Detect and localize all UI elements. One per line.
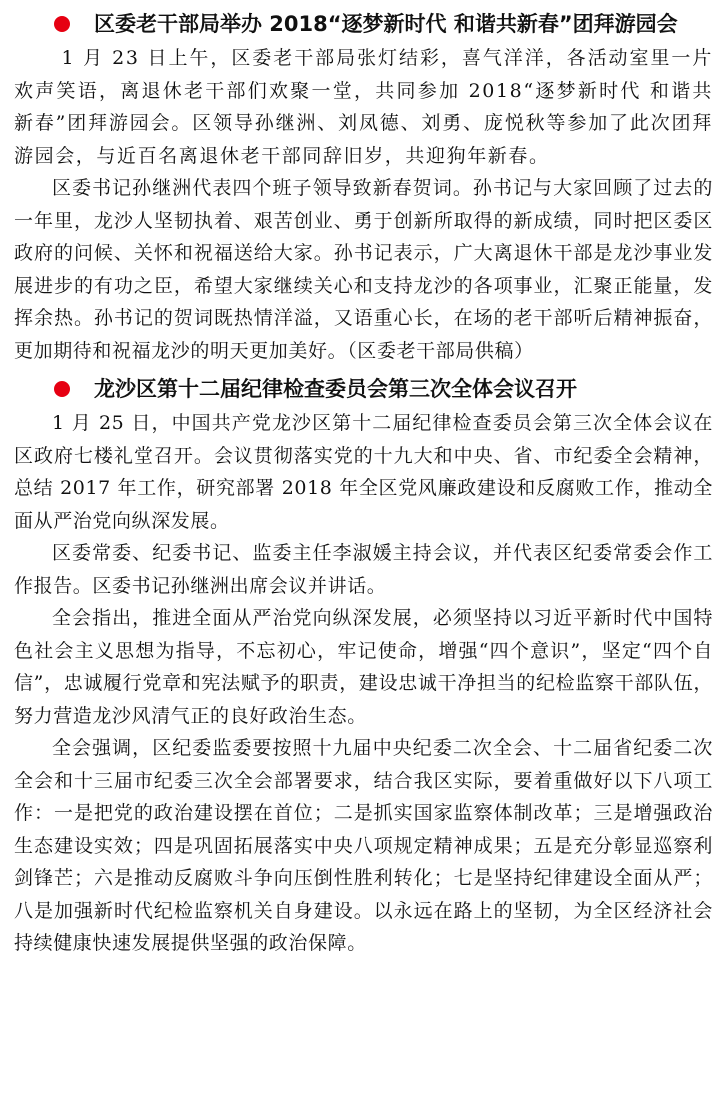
red-dot-icon: [54, 16, 70, 32]
article-2-heading: [14, 371, 713, 407]
article-1-paragraph-1: 1 月 23 日上午，区委老干部局张灯结彩，喜气洋洋，各活动室里一片欢声笑语，离退休老干部们欢聚一堂，共同参加 2018“逐梦新时代 和谐共新春”团拜游园会。区领导孙继洲、刘凤德、刘勇、庞悦秋等参加了此次团拜游园会，与近百名离退休老干部同辞旧岁，共迎狗年新春。: [14, 47, 713, 167]
article-1-title: 区委老干部局举办 2018“逐梦新时代 和谐共新春”团拜游园会: [94, 12, 678, 36]
article-2-paragraph-2: 区委常委、纪委书记、监委主任李淑媛主持会议，并代表区纪委常委会作工作报告。区委书记孙继洲出席会议并讲话。: [14, 542, 713, 597]
article-2-paragraph-4: 全会强调，区纪委监委要按照十九届中央纪委二次全会、十二届省纪委二次全会和十三届市纪委三次全会部署要求，结合我区实际，要着重做好以下八项工作：一是把党的政治建设摆在首位；二是抓实国家监察体制改革；三是增强政治生态建设实效；四是巩固拓展落实中央八项规定精神成果；五是充分彰显巡察利剑锋芒；六是推动反腐败斗争向压倒性胜利转化；七是坚持纪律建设全面从严；八是加强新时代纪检监察机关自身建设。以永远在路上的坚韧，为全区经济社会持续健康快速发展提供坚强的政治保障。: [14, 737, 713, 954]
article-2-paragraph-1: 1 月 25 日，中国共产党龙沙区第十二届纪律检查委员会第三次全体会议在区政府七楼礼堂召开。会议贯彻落实党的十九大和中央、省、市纪委全会精神，总结 2017 年工作，研究部署 2018 年全区党风廉政建设和反腐败工作，推动全面从严治党向纵深发展。: [14, 412, 713, 532]
red-dot-icon: [54, 381, 70, 397]
article-1-heading: [14, 6, 713, 42]
article-1-paragraph-2: 区委书记孙继洲代表四个班子领导致新春贺词。孙书记与大家回顾了过去的一年里，龙沙人坚韧执着、艰苦创业、勇于创新所取得的新成绩，同时把区委区政府的问候、关怀和祝福送给大家。孙书记表示，广大离退休干部是龙沙事业发展进步的有功之臣，希望大家继续关心和支持龙沙的各项事业，汇聚正能量，发挥余热。孙书记的贺词既热情洋溢，又语重心长，在场的老干部听后精神振奋，更加期待和祝福龙沙的明天更加美好。（区委老干部局供稿）: [14, 177, 713, 362]
article-2-title: 龙沙区第十二届纪律检查委员会第三次全体会议召开: [94, 377, 577, 401]
article-2-paragraph-3: 全会指出，推进全面从严治党向纵深发展，必须坚持以习近平新时代中国特色社会主义思想为指导，不忘初心，牢记使命，增强“四个意识”，坚定“四个自信”，忠诚履行党章和宪法赋予的职责，建设忠诚干净担当的纪检监察干部队伍，努力营造龙沙风清气正的良好政治生态。: [14, 607, 713, 727]
